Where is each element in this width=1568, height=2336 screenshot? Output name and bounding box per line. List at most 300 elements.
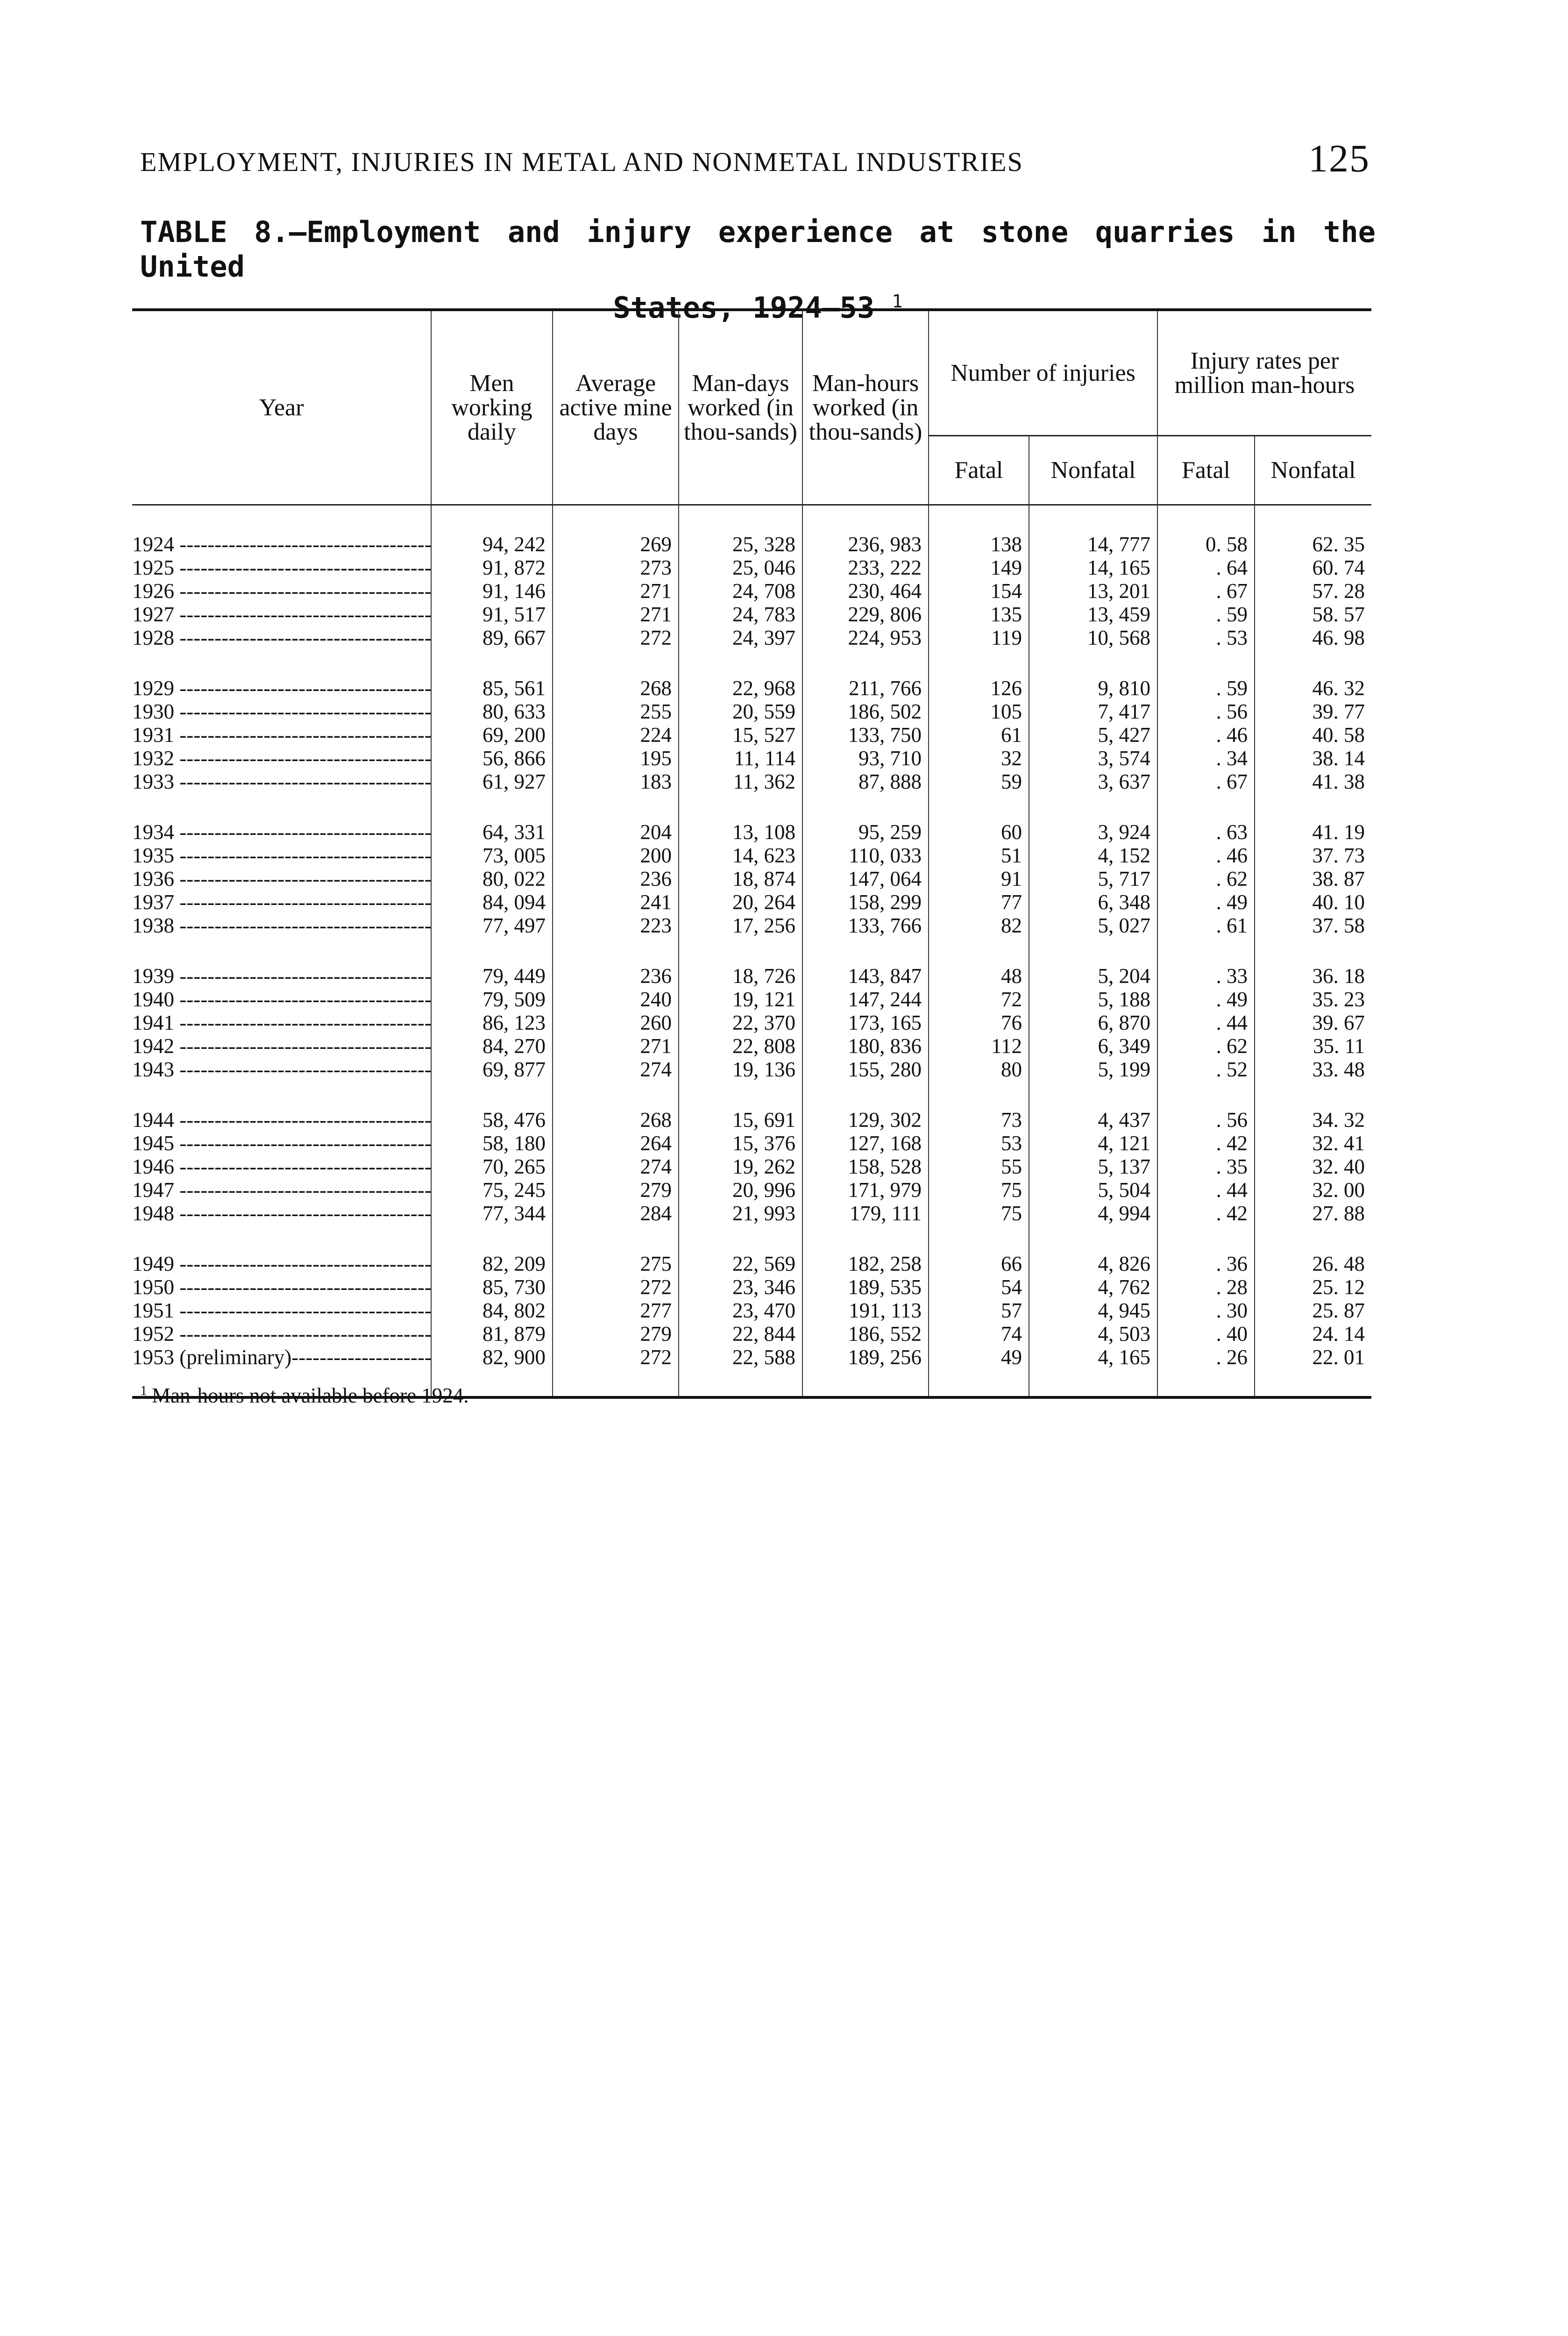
men-working-daily-cell: 58, 180 (431, 1132, 553, 1155)
fatal-rate-cell: . 30 (1157, 1299, 1255, 1322)
fatal-injuries-cell: 75 (929, 1178, 1029, 1202)
nonfatal-injuries-cell: 6, 348 (1029, 890, 1157, 914)
nonfatal-rate-cell: 36. 18 (1255, 937, 1371, 988)
man-hours-cell: 186, 552 (802, 1322, 929, 1346)
header-number-of-injuries: Number of injuries (929, 310, 1157, 436)
header-average-active-mine-days: Average active mine days (553, 310, 679, 505)
nonfatal-rate-cell: 38. 87 (1255, 867, 1371, 890)
average-mine-days-cell: 255 (553, 700, 679, 723)
average-mine-days-cell: 275 (553, 1225, 679, 1275)
page-number: 125 (1308, 137, 1370, 180)
man-days-cell: 23, 346 (679, 1275, 802, 1299)
fatal-rate-cell: . 28 (1157, 1275, 1255, 1299)
man-hours-cell: 189, 535 (802, 1275, 929, 1299)
men-working-daily-cell: 86, 123 (431, 1011, 553, 1034)
man-hours-cell: 182, 258 (802, 1225, 929, 1275)
fatal-rate-cell: . 59 (1157, 649, 1255, 700)
fatal-rate-cell: . 44 (1157, 1178, 1255, 1202)
year-cell: 1942 ----- (132, 1034, 431, 1058)
man-days-cell: 24, 783 (679, 603, 802, 626)
man-days-cell: 22, 370 (679, 1011, 802, 1034)
fatal-injuries-cell: 49 (929, 1346, 1029, 1397)
man-days-cell: 23, 470 (679, 1299, 802, 1322)
table-row (132, 1011, 1371, 1034)
nonfatal-rate-cell: 25. 87 (1255, 1299, 1371, 1322)
nonfatal-rate-cell: 41. 38 (1255, 770, 1371, 793)
nonfatal-injuries-cell: 6, 870 (1029, 1011, 1157, 1034)
nonfatal-injuries-cell: 6, 349 (1029, 1034, 1157, 1058)
fatal-rate-cell: . 35 (1157, 1155, 1255, 1178)
man-days-cell: 19, 262 (679, 1155, 802, 1178)
nonfatal-rate-cell: 35. 23 (1255, 988, 1371, 1011)
footnote (140, 1383, 469, 1408)
fatal-rate-cell: . 62 (1157, 867, 1255, 890)
fatal-rate-cell: . 64 (1157, 556, 1255, 579)
average-mine-days-cell: 279 (553, 1178, 679, 1202)
table-row (132, 1299, 1371, 1322)
average-mine-days-cell: 272 (553, 1346, 679, 1397)
nonfatal-injuries-cell: 4, 826 (1029, 1225, 1157, 1275)
man-hours-cell: 133, 750 (802, 723, 929, 747)
nonfatal-injuries-cell: 9, 810 (1029, 649, 1157, 700)
man-hours-cell: 95, 259 (802, 793, 929, 844)
footnote-text: Man-hours not available before 1924. (152, 1384, 469, 1407)
table-row (132, 867, 1371, 890)
table-row (132, 747, 1371, 770)
nonfatal-injuries-cell: 13, 459 (1029, 603, 1157, 626)
fatal-injuries-cell: 119 (929, 626, 1029, 649)
year-cell: 1926 ----- (132, 579, 431, 603)
man-hours-cell: 211, 766 (802, 649, 929, 700)
man-hours-cell: 179, 111 (802, 1202, 929, 1225)
year-cell: 1925 ----- (132, 556, 431, 579)
nonfatal-rate-cell: 40. 58 (1255, 723, 1371, 747)
average-mine-days-cell: 195 (553, 747, 679, 770)
fatal-injuries-cell: 77 (929, 890, 1029, 914)
average-mine-days-cell: 269 (553, 505, 679, 556)
year-cell: 1932 ----- (132, 747, 431, 770)
nonfatal-injuries-cell: 4, 994 (1029, 1202, 1157, 1225)
nonfatal-rate-cell: 57. 28 (1255, 579, 1371, 603)
fatal-rate-cell: . 33 (1157, 937, 1255, 988)
row-group (132, 1081, 1371, 1225)
table-row (132, 1081, 1371, 1132)
nonfatal-rate-cell: 39. 67 (1255, 1011, 1371, 1034)
year-cell: 1938 ----- (132, 914, 431, 937)
man-hours-cell: 155, 280 (802, 1058, 929, 1081)
nonfatal-rate-cell: 58. 57 (1255, 603, 1371, 626)
fatal-injuries-cell: 82 (929, 914, 1029, 937)
fatal-injuries-cell: 48 (929, 937, 1029, 988)
fatal-rate-cell: . 63 (1157, 793, 1255, 844)
men-working-daily-cell: 73, 005 (431, 844, 553, 867)
table-row (132, 579, 1371, 603)
fatal-rate-cell: . 49 (1157, 890, 1255, 914)
average-mine-days-cell: 273 (553, 556, 679, 579)
fatal-rate-cell: . 67 (1157, 770, 1255, 793)
nonfatal-injuries-cell: 3, 574 (1029, 747, 1157, 770)
nonfatal-injuries-cell: 14, 777 (1029, 505, 1157, 556)
fatal-injuries-cell: 73 (929, 1081, 1029, 1132)
man-days-cell: 20, 559 (679, 700, 802, 723)
nonfatal-injuries-cell: 4, 503 (1029, 1322, 1157, 1346)
running-head-title: EMPLOYMENT, INJURIES IN METAL AND NONMETAL INDUSTRIES (140, 147, 1023, 177)
men-working-daily-cell: 61, 927 (431, 770, 553, 793)
men-working-daily-cell: 69, 200 (431, 723, 553, 747)
nonfatal-rate-cell: 46. 32 (1255, 649, 1371, 700)
header-rates-nonfatal: Nonfatal (1255, 436, 1371, 505)
man-days-cell: 25, 328 (679, 505, 802, 556)
men-working-daily-cell: 79, 509 (431, 988, 553, 1011)
men-working-daily-cell: 82, 900 (431, 1346, 553, 1397)
nonfatal-injuries-cell: 10, 568 (1029, 626, 1157, 649)
nonfatal-rate-cell: 35. 11 (1255, 1034, 1371, 1058)
fatal-injuries-cell: 66 (929, 1225, 1029, 1275)
men-working-daily-cell: 77, 344 (431, 1202, 553, 1225)
average-mine-days-cell: 223 (553, 914, 679, 937)
man-hours-cell: 189, 256 (802, 1346, 929, 1397)
men-working-daily-cell: 85, 561 (431, 649, 553, 700)
nonfatal-rate-cell: 37. 73 (1255, 844, 1371, 867)
year-cell: 1945 ----- (132, 1132, 431, 1155)
table-row (132, 1034, 1371, 1058)
year-cell: 1928 ----- (132, 626, 431, 649)
row-group (132, 1225, 1371, 1397)
men-working-daily-cell: 70, 265 (431, 1155, 553, 1178)
year-cell: 1941 ----- (132, 1011, 431, 1034)
nonfatal-injuries-cell: 5, 427 (1029, 723, 1157, 747)
man-days-cell: 17, 256 (679, 914, 802, 937)
man-hours-cell: 127, 168 (802, 1132, 929, 1155)
table-row (132, 700, 1371, 723)
year-cell: 1948 ----- (132, 1202, 431, 1225)
fatal-injuries-cell: 149 (929, 556, 1029, 579)
year-cell: 1931 ----- (132, 723, 431, 747)
man-days-cell: 19, 121 (679, 988, 802, 1011)
man-hours-cell: 171, 979 (802, 1178, 929, 1202)
footnote-ref: 1 (892, 291, 903, 312)
nonfatal-rate-cell: 37. 58 (1255, 914, 1371, 937)
man-hours-cell: 173, 165 (802, 1011, 929, 1034)
men-working-daily-cell: 75, 245 (431, 1178, 553, 1202)
nonfatal-injuries-cell: 4, 165 (1029, 1346, 1157, 1397)
average-mine-days-cell: 274 (553, 1155, 679, 1178)
row-group (132, 649, 1371, 793)
nonfatal-injuries-cell: 14, 165 (1029, 556, 1157, 579)
nonfatal-rate-cell: 39. 77 (1255, 700, 1371, 723)
table-row (132, 844, 1371, 867)
row-group (132, 937, 1371, 1081)
man-days-cell: 15, 691 (679, 1081, 802, 1132)
table-row (132, 603, 1371, 626)
man-hours-cell: 229, 806 (802, 603, 929, 626)
fatal-injuries-cell: 74 (929, 1322, 1029, 1346)
table-row (132, 505, 1371, 556)
table-row (132, 1322, 1371, 1346)
men-working-daily-cell: 94, 242 (431, 505, 553, 556)
fatal-rate-cell: . 52 (1157, 1058, 1255, 1081)
header-year: Year (132, 310, 431, 505)
header-injuries-nonfatal: Nonfatal (1029, 436, 1157, 505)
nonfatal-injuries-cell: 5, 204 (1029, 937, 1157, 988)
man-days-cell: 15, 376 (679, 1132, 802, 1155)
nonfatal-rate-cell: 41. 19 (1255, 793, 1371, 844)
year-cell: 1924 ----- (132, 505, 431, 556)
year-cell: 1946 ----- (132, 1155, 431, 1178)
nonfatal-injuries-cell: 3, 637 (1029, 770, 1157, 793)
average-mine-days-cell: 224 (553, 723, 679, 747)
fatal-rate-cell: . 53 (1157, 626, 1255, 649)
average-mine-days-cell: 271 (553, 603, 679, 626)
fatal-injuries-cell: 54 (929, 1275, 1029, 1299)
average-mine-days-cell: 271 (553, 579, 679, 603)
year-cell: 1929 ----- (132, 649, 431, 700)
average-mine-days-cell: 268 (553, 1081, 679, 1132)
man-hours-cell: 147, 244 (802, 988, 929, 1011)
man-hours-cell: 129, 302 (802, 1081, 929, 1132)
man-days-cell: 11, 362 (679, 770, 802, 793)
average-mine-days-cell: 277 (553, 1299, 679, 1322)
men-working-daily-cell: 85, 730 (431, 1275, 553, 1299)
fatal-rate-cell: . 42 (1157, 1132, 1255, 1155)
fatal-injuries-cell: 60 (929, 793, 1029, 844)
man-days-cell: 24, 397 (679, 626, 802, 649)
nonfatal-injuries-cell: 5, 199 (1029, 1058, 1157, 1081)
average-mine-days-cell: 284 (553, 1202, 679, 1225)
nonfatal-injuries-cell: 5, 504 (1029, 1178, 1157, 1202)
year-cell: 1934 ----- (132, 793, 431, 844)
men-working-daily-cell: 89, 667 (431, 626, 553, 649)
year-cell: 1950 ----- (132, 1275, 431, 1299)
fatal-rate-cell: . 42 (1157, 1202, 1255, 1225)
nonfatal-injuries-cell: 4, 121 (1029, 1132, 1157, 1155)
fatal-rate-cell: . 34 (1157, 747, 1255, 770)
table-row (132, 770, 1371, 793)
average-mine-days-cell: 236 (553, 867, 679, 890)
nonfatal-injuries-cell: 4, 152 (1029, 844, 1157, 867)
men-working-daily-cell: 64, 331 (431, 793, 553, 844)
men-working-daily-cell: 58, 476 (431, 1081, 553, 1132)
fatal-rate-cell: 0. 58 (1157, 505, 1255, 556)
man-days-cell: 18, 874 (679, 867, 802, 890)
table-row (132, 793, 1371, 844)
year-cell: 1939 ----- (132, 937, 431, 988)
header-rates-fatal: Fatal (1157, 436, 1255, 505)
nonfatal-injuries-cell: 4, 762 (1029, 1275, 1157, 1299)
fatal-injuries-cell: 138 (929, 505, 1029, 556)
table-title-line2-text: States, 1924–53 (613, 291, 875, 325)
man-hours-cell: 143, 847 (802, 937, 929, 988)
average-mine-days-cell: 272 (553, 626, 679, 649)
men-working-daily-cell: 84, 802 (431, 1299, 553, 1322)
year-cell: 1953 (preliminary) ----- (132, 1346, 431, 1397)
fatal-rate-cell: . 56 (1157, 700, 1255, 723)
man-days-cell: 13, 108 (679, 793, 802, 844)
fatal-injuries-cell: 72 (929, 988, 1029, 1011)
table-row (132, 649, 1371, 700)
year-cell: 1943 ----- (132, 1058, 431, 1081)
man-days-cell: 24, 708 (679, 579, 802, 603)
fatal-injuries-cell: 126 (929, 649, 1029, 700)
fatal-rate-cell: . 61 (1157, 914, 1255, 937)
average-mine-days-cell: 264 (553, 1132, 679, 1155)
nonfatal-injuries-cell: 3, 924 (1029, 793, 1157, 844)
fatal-injuries-cell: 75 (929, 1202, 1029, 1225)
fatal-injuries-cell: 55 (929, 1155, 1029, 1178)
fatal-injuries-cell: 91 (929, 867, 1029, 890)
table-row (132, 1178, 1371, 1202)
men-working-daily-cell: 77, 497 (431, 914, 553, 937)
year-cell: 1951 ----- (132, 1299, 431, 1322)
nonfatal-rate-cell: 26. 48 (1255, 1225, 1371, 1275)
nonfatal-injuries-cell: 4, 437 (1029, 1081, 1157, 1132)
table-row (132, 723, 1371, 747)
men-working-daily-cell: 91, 517 (431, 603, 553, 626)
nonfatal-rate-cell: 34. 32 (1255, 1081, 1371, 1132)
average-mine-days-cell: 268 (553, 649, 679, 700)
nonfatal-rate-cell: 62. 35 (1255, 505, 1371, 556)
nonfatal-injuries-cell: 7, 417 (1029, 700, 1157, 723)
year-cell: 1944 ----- (132, 1081, 431, 1132)
man-hours-cell: 87, 888 (802, 770, 929, 793)
fatal-rate-cell: . 36 (1157, 1225, 1255, 1275)
year-cell: 1927 ----- (132, 603, 431, 626)
fatal-rate-cell: . 49 (1157, 988, 1255, 1011)
fatal-injuries-cell: 53 (929, 1132, 1029, 1155)
man-hours-cell: 93, 710 (802, 747, 929, 770)
running-head (140, 135, 1376, 186)
man-hours-cell: 180, 836 (802, 1034, 929, 1058)
fatal-injuries-cell: 61 (929, 723, 1029, 747)
man-days-cell: 15, 527 (679, 723, 802, 747)
table-row (132, 1225, 1371, 1275)
average-mine-days-cell: 240 (553, 988, 679, 1011)
nonfatal-injuries-cell: 4, 945 (1029, 1299, 1157, 1322)
men-working-daily-cell: 80, 633 (431, 700, 553, 723)
nonfatal-rate-cell: 32. 40 (1255, 1155, 1371, 1178)
men-working-daily-cell: 91, 146 (431, 579, 553, 603)
man-days-cell: 22, 569 (679, 1225, 802, 1275)
men-working-daily-cell: 91, 872 (431, 556, 553, 579)
footnote-marker: 1 (140, 1383, 147, 1398)
man-days-cell: 25, 046 (679, 556, 802, 579)
nonfatal-rate-cell: 40. 10 (1255, 890, 1371, 914)
year-cell: 1930 ----- (132, 700, 431, 723)
nonfatal-injuries-cell: 13, 201 (1029, 579, 1157, 603)
nonfatal-rate-cell: 32. 41 (1255, 1132, 1371, 1155)
man-hours-cell: 133, 766 (802, 914, 929, 937)
fatal-rate-cell: . 62 (1157, 1034, 1255, 1058)
man-days-cell: 21, 993 (679, 1202, 802, 1225)
table-row (132, 626, 1371, 649)
table-row (132, 890, 1371, 914)
nonfatal-rate-cell: 25. 12 (1255, 1275, 1371, 1299)
table-row (132, 914, 1371, 937)
nonfatal-rate-cell: 38. 14 (1255, 747, 1371, 770)
average-mine-days-cell: 200 (553, 844, 679, 867)
header-injury-rates: Injury rates per million man-hours (1157, 310, 1371, 436)
nonfatal-rate-cell: 24. 14 (1255, 1322, 1371, 1346)
man-days-cell: 20, 264 (679, 890, 802, 914)
table-title-line1: TABLE 8.—Employment and injury experience at stone quarries in the United (140, 215, 1376, 284)
average-mine-days-cell: 236 (553, 937, 679, 988)
man-hours-cell: 158, 299 (802, 890, 929, 914)
men-working-daily-cell: 69, 877 (431, 1058, 553, 1081)
year-cell: 1949 ----- (132, 1225, 431, 1275)
man-hours-cell: 233, 222 (802, 556, 929, 579)
men-working-daily-cell: 79, 449 (431, 937, 553, 988)
average-mine-days-cell: 274 (553, 1058, 679, 1081)
year-cell: 1947 ----- (132, 1178, 431, 1202)
data-table (132, 308, 1371, 1399)
table-row (132, 988, 1371, 1011)
man-days-cell: 19, 136 (679, 1058, 802, 1081)
table-row (132, 1275, 1371, 1299)
fatal-rate-cell: . 46 (1157, 844, 1255, 867)
fatal-injuries-cell: 105 (929, 700, 1029, 723)
average-mine-days-cell: 241 (553, 890, 679, 914)
fatal-rate-cell: . 59 (1157, 603, 1255, 626)
average-mine-days-cell: 204 (553, 793, 679, 844)
year-cell: 1940 ----- (132, 988, 431, 1011)
man-hours-cell: 147, 064 (802, 867, 929, 890)
man-days-cell: 22, 844 (679, 1322, 802, 1346)
year-cell: 1952 ----- (132, 1322, 431, 1346)
row-group (132, 793, 1371, 937)
table-row (132, 1155, 1371, 1178)
year-cell: 1935 ----- (132, 844, 431, 867)
average-mine-days-cell: 271 (553, 1034, 679, 1058)
average-mine-days-cell: 183 (553, 770, 679, 793)
header-man-days-worked: Man-days worked (in thou-sands) (679, 310, 802, 505)
fatal-rate-cell: . 44 (1157, 1011, 1255, 1034)
fatal-rate-cell: . 46 (1157, 723, 1255, 747)
fatal-rate-cell: . 26 (1157, 1346, 1255, 1397)
year-cell: 1933 ----- (132, 770, 431, 793)
man-days-cell: 22, 808 (679, 1034, 802, 1058)
table-row (132, 556, 1371, 579)
man-days-cell: 14, 623 (679, 844, 802, 867)
man-hours-cell: 110, 033 (802, 844, 929, 867)
man-hours-cell: 186, 502 (802, 700, 929, 723)
men-working-daily-cell: 56, 866 (431, 747, 553, 770)
nonfatal-rate-cell: 33. 48 (1255, 1058, 1371, 1081)
fatal-rate-cell: . 40 (1157, 1322, 1255, 1346)
nonfatal-rate-cell: 46. 98 (1255, 626, 1371, 649)
nonfatal-injuries-cell: 5, 137 (1029, 1155, 1157, 1178)
header-injuries-fatal: Fatal (929, 436, 1029, 505)
header-man-hours-worked: Man-hours worked (in thou-sands) (802, 310, 929, 505)
table-row (132, 1202, 1371, 1225)
average-mine-days-cell: 279 (553, 1322, 679, 1346)
fatal-injuries-cell: 80 (929, 1058, 1029, 1081)
man-hours-cell: 158, 528 (802, 1155, 929, 1178)
men-working-daily-cell: 84, 094 (431, 890, 553, 914)
average-mine-days-cell: 272 (553, 1275, 679, 1299)
fatal-injuries-cell: 135 (929, 603, 1029, 626)
nonfatal-rate-cell: 22. 01 (1255, 1346, 1371, 1397)
men-working-daily-cell: 82, 209 (431, 1225, 553, 1275)
fatal-injuries-cell: 112 (929, 1034, 1029, 1058)
man-hours-cell: 236, 983 (802, 505, 929, 556)
man-hours-cell: 224, 953 (802, 626, 929, 649)
table-row (132, 937, 1371, 988)
nonfatal-rate-cell: 32. 00 (1255, 1178, 1371, 1202)
table-row (132, 1132, 1371, 1155)
table-row (132, 1058, 1371, 1081)
man-hours-cell: 230, 464 (802, 579, 929, 603)
nonfatal-rate-cell: 60. 74 (1255, 556, 1371, 579)
